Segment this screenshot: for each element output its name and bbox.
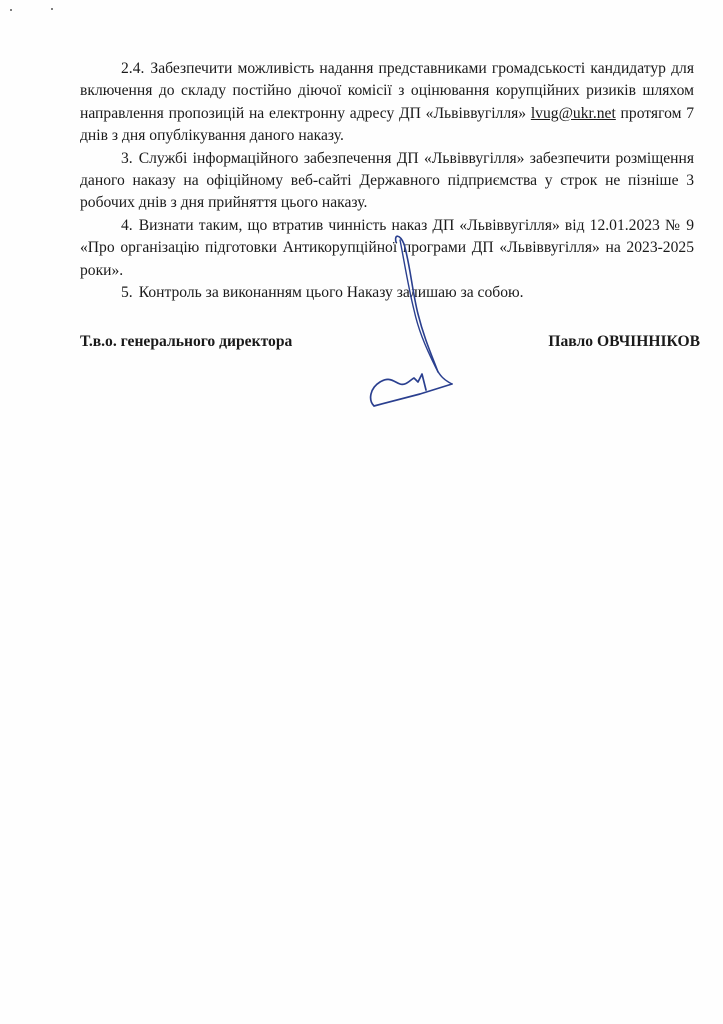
- email-link[interactable]: lvug@ukr.net: [530, 104, 616, 122]
- paragraph-number: 2.4.: [121, 60, 145, 77]
- paragraph-5: [80, 282, 694, 304]
- paragraph-text: Визнати таким, що втратив чинність наказ ДП «Львіввугілля» від 12.01.2023 № 9 «Про організацію підготовки Антикорупційної програми ДП «Львіввугілля» на 2023-2025 роки».: [80, 216, 694, 279]
- document-body: [80, 58, 694, 304]
- paragraph-text-continued: протягом 7 днів з дня опублікування даного наказу.: [80, 104, 694, 145]
- paragraph-text: Контроль за виконанням цього Наказу залишаю за собою.: [138, 284, 524, 302]
- paragraph-text: Службі інформаційного забезпечення ДП «Львіввугілля» забезпечити розміщення даного наказу на офіційному веб-сайті Державного підприємства у строк не пізніше 3 робочих днів з дня прийняття цього наказу.: [80, 149, 694, 212]
- paragraph-3: [80, 148, 694, 215]
- paragraph-number: 3.: [121, 149, 133, 167]
- paragraph-2-4: [80, 58, 694, 148]
- paragraph-number: 4.: [121, 216, 133, 234]
- paragraph-4: [80, 215, 694, 282]
- signature-block: [80, 333, 700, 351]
- signatory-position: Т.в.о. генерального директора: [80, 333, 293, 350]
- paragraph-number: 5.: [121, 284, 133, 302]
- paragraph-text: Забезпечити можливість надання представниками громадськості кандидатур для включення до складу постійно діючої комісії з оцінювання корупційних ризиків шляхом направлення пропозицій на електронну адресу ДП «Львіввугілля»: [80, 60, 694, 122]
- signatory-name: Павло ОВЧІННІКОВ: [548, 333, 700, 350]
